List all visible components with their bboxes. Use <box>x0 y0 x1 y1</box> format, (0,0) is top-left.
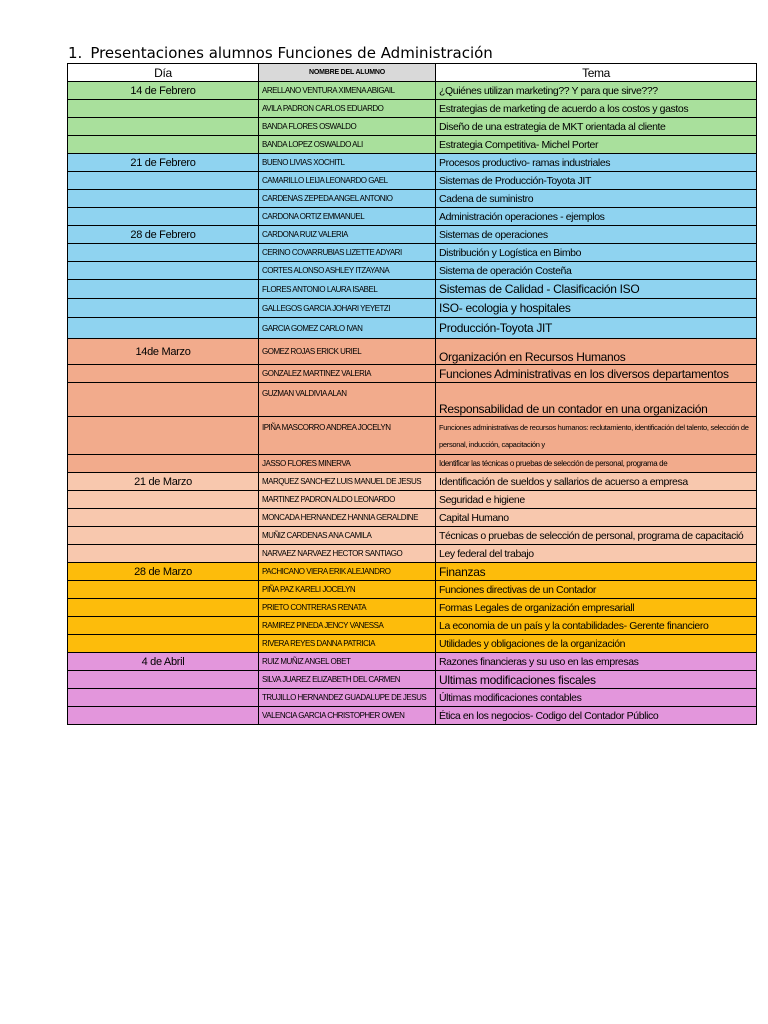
table-row <box>68 581 757 599</box>
table-row <box>68 299 757 318</box>
table-row <box>68 280 757 299</box>
cell-nombre[interactable]: CORTES ALONSO ASHLEY ITZAYANA <box>259 262 436 280</box>
cell-nombre[interactable]: IPIÑA MASCORRO ANDREA JOCELYN <box>259 417 436 455</box>
cell-nombre[interactable]: CARDONA RUIZ VALERIA <box>259 226 436 244</box>
cell-tema[interactable]: Organización en Recursos Humanos <box>436 339 757 365</box>
table-row <box>68 527 757 545</box>
cell-dia[interactable] <box>68 617 259 635</box>
cell-tema[interactable]: Estrategia Competitiva- Michel Porter <box>436 136 757 154</box>
cell-dia[interactable] <box>68 491 259 509</box>
cell-dia[interactable]: 21 de Marzo <box>68 473 259 491</box>
cell-nombre[interactable]: ARELLANO VENTURA XIMENA ABIGAIL <box>259 82 436 100</box>
cell-tema[interactable]: Utilidades y obligaciones de la organización <box>436 635 757 653</box>
cell-dia[interactable]: 14de Marzo <box>68 339 259 365</box>
table-row <box>68 617 757 635</box>
cell-nombre[interactable]: BUENO LIVIAS XOCHITL <box>259 154 436 172</box>
cell-dia[interactable] <box>68 100 259 118</box>
cell-dia[interactable] <box>68 671 259 689</box>
cell-tema[interactable]: Ética en los negocios- Codigo del Contador Público <box>436 707 757 725</box>
table-row <box>68 82 757 100</box>
cell-dia[interactable] <box>68 509 259 527</box>
header-tema[interactable]: Tema <box>436 64 757 82</box>
table-row <box>68 635 757 653</box>
table-row <box>68 671 757 689</box>
table-row <box>68 689 757 707</box>
cell-dia[interactable] <box>68 244 259 262</box>
cell-tema[interactable]: Seguridad e higiene <box>436 491 757 509</box>
cell-dia[interactable]: 28 de Marzo <box>68 563 259 581</box>
cell-nombre[interactable]: PIÑA PAZ KARELI JOCELYN <box>259 581 436 599</box>
cell-nombre[interactable]: GONZALEZ MARTINEZ VALERIA <box>259 365 436 383</box>
table-row <box>68 318 757 339</box>
cell-dia[interactable] <box>68 527 259 545</box>
cell-nombre[interactable]: GOMEZ ROJAS ERICK URIEL <box>259 339 436 365</box>
cell-tema[interactable]: ISO- ecologia y hospitales <box>436 299 757 318</box>
cell-tema[interactable]: Funciones Administrativas en los diversos departamentos <box>436 365 757 383</box>
cell-dia[interactable]: 14 de Febrero <box>68 82 259 100</box>
table-row <box>68 365 757 383</box>
cell-tema[interactable]: Razones financieras y su uso en las empresas <box>436 653 757 671</box>
cell-dia[interactable]: 21 de Febrero <box>68 154 259 172</box>
cell-dia[interactable] <box>68 689 259 707</box>
cell-nombre[interactable]: MONCADA HERNANDEZ HANNIA GERALDINE <box>259 509 436 527</box>
cell-tema[interactable]: Técnicas o pruebas de selección de personal, programa de capacitació <box>436 527 757 545</box>
cell-tema[interactable]: Administración operaciones - ejemplos <box>436 208 757 226</box>
cell-nombre[interactable]: MARTINEZ PADRON ALDO LEONARDO <box>259 491 436 509</box>
cell-tema[interactable]: Cadena de suministro <box>436 190 757 208</box>
cell-nombre[interactable]: RUIZ MUÑIZ ANGEL OBET <box>259 653 436 671</box>
cell-tema[interactable]: Ley federal del trabajo <box>436 545 757 563</box>
page-title <box>68 44 493 62</box>
table-row <box>68 208 757 226</box>
cell-dia[interactable] <box>68 262 259 280</box>
cell-tema[interactable]: Sistemas de Producción-Toyota JIT <box>436 172 757 190</box>
cell-tema[interactable]: Capital Humano <box>436 509 757 527</box>
cell-nombre[interactable]: BANDA FLORES OSWALDO <box>259 118 436 136</box>
table-row <box>68 491 757 509</box>
table-row <box>68 599 757 617</box>
header-nombre[interactable]: NOMBRE DEL ALUMNO <box>259 64 436 82</box>
cell-tema[interactable]: Ultimas modificaciones fiscales <box>436 671 757 689</box>
table-row <box>68 417 757 455</box>
cell-nombre[interactable]: GARCIA GOMEZ CARLO IVAN <box>259 318 436 339</box>
cell-tema[interactable]: Sistemas de operaciones <box>436 226 757 244</box>
header-row <box>68 64 757 82</box>
cell-dia[interactable] <box>68 581 259 599</box>
cell-nombre[interactable]: MARQUEZ SANCHEZ LUIS MANUEL DE JESUS <box>259 473 436 491</box>
cell-nombre[interactable]: PACHICANO VIERA ERIK ALEJANDRO <box>259 563 436 581</box>
table-row <box>68 455 757 473</box>
cell-nombre[interactable]: SILVA JUAREZ ELIZABETH DEL CARMEN <box>259 671 436 689</box>
cell-tema[interactable]: Funciones administrativas de recursos humanos: reclutamiento, identificación del talento, selección de personal, inducción, capacitación y <box>436 417 757 455</box>
cell-nombre[interactable]: FLORES ANTONIO LAURA ISABEL <box>259 280 436 299</box>
cell-nombre[interactable]: CAMARILLO LEIJA LEONARDO GAEL <box>259 172 436 190</box>
cell-tema[interactable]: Formas Legales de organización empresariall <box>436 599 757 617</box>
cell-dia[interactable] <box>68 417 259 455</box>
cell-dia[interactable] <box>68 280 259 299</box>
cell-tema[interactable]: Procesos productivo- ramas industriales <box>436 154 757 172</box>
cell-tema[interactable]: Producción-Toyota JIT <box>436 318 757 339</box>
cell-tema[interactable]: Diseño de una estrategia de MKT orientada al cliente <box>436 118 757 136</box>
cell-dia[interactable] <box>68 545 259 563</box>
table-row <box>68 383 757 417</box>
table-row <box>68 707 757 725</box>
cell-tema[interactable]: Responsabilidad de un contador en una organización <box>436 383 757 417</box>
header-dia[interactable]: Día <box>68 64 259 82</box>
table-row <box>68 100 757 118</box>
cell-tema[interactable]: ¿Quiénes utilizan marketing?? Y para que sirve??? <box>436 82 757 100</box>
table-row <box>68 545 757 563</box>
cell-nombre[interactable]: CARDENAS ZEPEDA ANGEL ANTONIO <box>259 190 436 208</box>
cell-dia[interactable] <box>68 383 259 417</box>
title-text: Presentaciones alumnos Funciones de Administración <box>90 44 493 62</box>
cell-dia[interactable] <box>68 136 259 154</box>
table-row <box>68 190 757 208</box>
table-row <box>68 563 757 581</box>
table-row <box>68 226 757 244</box>
table-row <box>68 473 757 491</box>
cell-dia[interactable] <box>68 118 259 136</box>
cell-nombre[interactable]: CERINO COVARRUBIAS LIZETTE ADYARI <box>259 244 436 262</box>
cell-tema[interactable]: Funciones directivas de un Contador <box>436 581 757 599</box>
cell-nombre[interactable]: GALLEGOS GARCIA JOHARI YEYETZI <box>259 299 436 318</box>
cell-nombre[interactable]: RAMIREZ PINEDA JENCY VANESSA <box>259 617 436 635</box>
cell-dia[interactable] <box>68 208 259 226</box>
cell-dia[interactable]: 4 de Abril <box>68 653 259 671</box>
cell-nombre[interactable]: PRIETO CONTRERAS RENATA <box>259 599 436 617</box>
table-row <box>68 172 757 190</box>
table-row <box>68 653 757 671</box>
cell-nombre[interactable]: GUZMAN VALDIVIA ALAN <box>259 383 436 417</box>
cell-dia[interactable] <box>68 318 259 339</box>
cell-nombre[interactable]: RIVERA REYES DANNA PATRICIA <box>259 635 436 653</box>
cell-dia[interactable] <box>68 455 259 473</box>
cell-dia[interactable]: 28 de Febrero <box>68 226 259 244</box>
cell-dia[interactable] <box>68 190 259 208</box>
cell-tema[interactable]: Identificación de sueldos y sallarios de acuerso a empresa <box>436 473 757 491</box>
cell-nombre[interactable]: BANDA LOPEZ OSWALDO ALI <box>259 136 436 154</box>
presentations-table <box>67 63 757 725</box>
cell-nombre[interactable]: CARDONA ORTIZ EMMANUEL <box>259 208 436 226</box>
cell-tema[interactable]: Identificar las técnicas o pruebas de selección de personal, programa de <box>436 455 757 473</box>
cell-tema[interactable]: Últimas modificaciones contables <box>436 689 757 707</box>
table-row <box>68 509 757 527</box>
cell-dia[interactable] <box>68 635 259 653</box>
cell-dia[interactable] <box>68 299 259 318</box>
cell-dia[interactable] <box>68 707 259 725</box>
cell-dia[interactable] <box>68 172 259 190</box>
table-row <box>68 154 757 172</box>
title-number: 1. <box>68 44 83 62</box>
table-row <box>68 262 757 280</box>
cell-nombre[interactable]: VALENCIA GARCIA CHRISTOPHER OWEN <box>259 707 436 725</box>
cell-tema[interactable]: Sistemas de Calidad - Clasificación ISO <box>436 280 757 299</box>
table-row <box>68 118 757 136</box>
cell-tema[interactable]: Estrategias de marketing de acuerdo a los costos y gastos <box>436 100 757 118</box>
cell-nombre[interactable]: AVILA PADRON CARLOS EDUARDO <box>259 100 436 118</box>
cell-nombre[interactable]: MUÑIZ CARDENAS ANA CAMILA <box>259 527 436 545</box>
cell-tema[interactable]: Distribución y Logística en Bimbo <box>436 244 757 262</box>
cell-tema[interactable]: Sistema de operación Costeña <box>436 262 757 280</box>
cell-nombre[interactable]: NARVAEZ NARVAEZ HECTOR SANTIAGO <box>259 545 436 563</box>
cell-nombre[interactable]: JASSO FLORES MINERVA <box>259 455 436 473</box>
cell-nombre[interactable]: TRUJILLO HERNANDEZ GUADALUPE DE JESUS <box>259 689 436 707</box>
cell-dia[interactable] <box>68 599 259 617</box>
cell-tema[interactable]: Finanzas <box>436 563 757 581</box>
cell-dia[interactable] <box>68 365 259 383</box>
cell-tema[interactable]: La economia de un país y la contabilidades- Gerente financiero <box>436 617 757 635</box>
table-row <box>68 244 757 262</box>
table-row <box>68 339 757 365</box>
table-row <box>68 136 757 154</box>
